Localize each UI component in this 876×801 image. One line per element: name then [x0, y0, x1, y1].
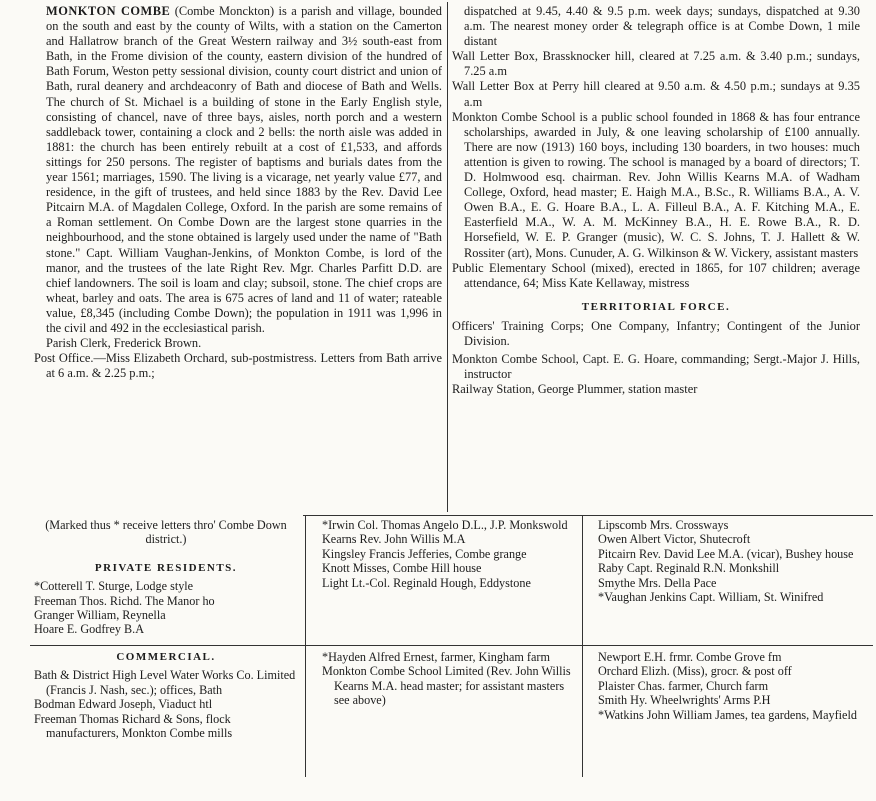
list-item: Granger William, Reynella	[34, 608, 166, 623]
parish-title: MONKTON COMBE	[46, 4, 171, 18]
list-item: Newport E.H. frmr. Combe Grove fm	[598, 650, 782, 664]
monkton-combe-school: Monkton Combe School is a public school founded in 1868 & has four entrance scholarships, awarded in July, & one leaving scholarship of £100 annually. There are now (1913) 160 boys, including 130 boarders, in two houses: much attention is given to rowing. The school is managed by a board of directors; T. D. Holmwood esq. chairman. Rev. John Willis Kearns M.A. of Wadham College, Oxford, head master; E. Haigh M.A., B.Sc., R. Williams B.A., A. V. Owen B.A., E. G. Hoare B.A., L. A. Filleul B.A., A. F. Kitching M.A., E. Easterfield M.A., W. A. M. McKinney B.A., H. E. Rowe B.A., R. D. Horsefield, W. E. P. Granger (music), W. C. S. Johns, T. J. Hallett & W. Rossiter (art), Mons. Cunuder, A. G. Wilkinson & W. Vickery, assistant masters	[452, 109, 860, 260]
territorial-force-heading: TERRITORIAL FORCE.	[581, 300, 731, 313]
directory-divider-2	[582, 515, 583, 645]
wall-letter-box-perry-hill: Wall Letter Box at Perry hill cleared at 9.50 a.m. & 4.50 p.m.; sundays at 9.35 a.m	[452, 79, 860, 109]
services-column	[452, 4, 860, 397]
commercial-col-2	[322, 650, 576, 708]
officers-training-corps: Officers' Training Corps; One Company, Infantry; Contingent of the Junior Division.	[452, 318, 860, 348]
column-divider	[447, 2, 448, 512]
parish-intro: (Combe Monckton) is a parish and village, bounded on the south and east by the county of Wilts, with a station on the Camerton and Hallatrow branch of the Great Western railway and 3½ south-east from Bath, in the Frome division of the county, eastern division of the hundred of Bath Forum, Weston petty sessional division, county court district and union of Bath, rural deanery and archdeaconry of Bath and diocese of Bath and Wells. The church of St. Michael is a building of stone in the Early English style, consisting of chancel, nave of three bays, aisles, north porch and a western saddleback tower, containing a clock and 2 bells: the north aisle was added in 1881: the church has been entirely rebuilt at a cost of £1,533, and affords sittings for 250 persons. The register of baptisms and burials dates from the year 1561; marriages, 1590. The living is a vicarage, net yearly value £77, and residence, in the gift of trustees, and held since 1883 by the Rev. David Lee Pitcairn M.A. of Magdalen College, Oxford. In the parish are some remains of a Roman settlement. On Combe Down are the largest stone quarries in the neighbourhood, and the stone obtained is largely used under the name of "Bath stone." Capt. William Vaughan-Jenkins, of Monkton Combe, is lord of the manor, and the trustees of the late Right Rev. Mgr. Charles Parfitt D.D. are chief landowners. The soil is loam and clay; subsoil, stone. The chief crops are wheat, barley and oats. The area is 675 acres of land and 11 of water; rateable value, £8,345 (including Combe Down); the population in 1911 was 1,996 in the civil and 492 in the ecclesiastical parish.	[46, 4, 443, 335]
list-item: Knott Misses, Combe Hill house	[322, 561, 482, 576]
parish-clerk: Parish Clerk, Frederick Brown.	[46, 336, 202, 351]
list-item: Smith Hy. Wheelwrights' Arms P.H	[598, 693, 771, 708]
commercial-divider-1	[305, 645, 306, 777]
private-residents-heading: PRIVATE RESIDENTS.	[94, 561, 238, 574]
list-item: Smythe Mrs. Della Pace	[598, 575, 717, 590]
list-item: Pitcairn Rev. David Lee M.A. (vicar), Bushey house	[598, 546, 854, 561]
commercial-col-1	[34, 650, 298, 740]
list-item: Owen Albert Victor, Shutecroft	[598, 532, 751, 547]
list-item: Raby Capt. Reginald R.N. Monkshill	[598, 561, 780, 576]
letters-note: (Marked thus * receive letters thro' Combe Down district.)	[45, 518, 287, 547]
commercial-divider-2	[582, 645, 583, 777]
parish-description	[34, 4, 442, 336]
list-item: *Watkins John William James, tea gardens, Mayfield	[598, 707, 857, 722]
list-item: Freeman Thos. Richd. The Manor ho	[34, 593, 215, 608]
railway-station: Railway Station, George Plummer, station master	[452, 382, 698, 397]
list-item: Light Lt.-Col. Reginald Hough, Eddystone	[322, 575, 531, 590]
list-item: *Vaughan Jenkins Capt. William, St. Winifred	[598, 590, 824, 605]
list-item: Plaister Chas. farmer, Church farm	[598, 678, 769, 693]
list-item: Monkton Combe School Limited (Rev. John Willis Kearns M.A. head master; for assistant masters see above)	[322, 664, 571, 708]
commercial-top-rule	[30, 645, 873, 646]
private-residents-col-3	[598, 518, 862, 604]
wall-letter-box-brassknocker: Wall Letter Box, Brassknocker hill, cleared at 7.25 a.m. & 3.40 p.m.; sundays, 7.25 a.m	[452, 49, 860, 79]
list-item: Freeman Thomas Richard & Sons, flock manufacturers, Monkton Combe mills	[34, 711, 233, 741]
public-elementary-school: Public Elementary School (mixed), erected in 1865, for 107 children; average attendance, 64; Miss Kate Kellaway, mistress	[452, 260, 860, 290]
list-item: Kingsley Francis Jefferies, Combe grange	[322, 546, 527, 561]
private-residents-col-1	[34, 518, 298, 637]
directory-top-rule	[303, 515, 873, 516]
list-item: *Irwin Col. Thomas Angelo D.L., J.P. Monkswold	[322, 518, 568, 532]
post-office: Post Office.—Miss Elizabeth Orchard, sub-postmistress. Letters from Bath arrive at 6 a.m. & 2.25 p.m.;	[34, 351, 442, 381]
list-item: Orchard Elizh. (Miss), grocr. & post off	[598, 664, 792, 679]
list-item: Kearns Rev. John Willis M.A	[322, 532, 466, 547]
directory-divider-1	[305, 515, 306, 645]
parish-description-column	[34, 4, 442, 381]
commercial-col-3	[598, 650, 862, 722]
private-residents-col-2	[322, 518, 576, 590]
list-item: *Hayden Alfred Ernest, farmer, Kingham farm	[322, 650, 550, 664]
school-corps: Monkton Combe School, Capt. E. G. Hoare, commanding; Sergt.-Major J. Hills, instructor	[452, 352, 860, 382]
commercial-heading: COMMERCIAL.	[116, 651, 216, 663]
list-item: Lipscomb Mrs. Crossways	[598, 518, 729, 532]
dispatch-times: dispatched at 9.45, 4.40 & 9.5 p.m. week days; sundays, dispatched at 9.30 a.m. The nearest money order & telegraph office is at Combe Down, 1 mile distant	[464, 4, 860, 49]
list-item: Bath & District High Level Water Works Co. Limited (Francis J. Nash, sec.); offices, Bath	[34, 668, 296, 697]
list-item: Bodman Edward Joseph, Viaduct htl	[34, 697, 213, 712]
list-item: Hoare E. Godfrey B.A	[34, 622, 144, 637]
list-item: *Cotterell T. Sturge, Lodge style	[34, 579, 194, 594]
